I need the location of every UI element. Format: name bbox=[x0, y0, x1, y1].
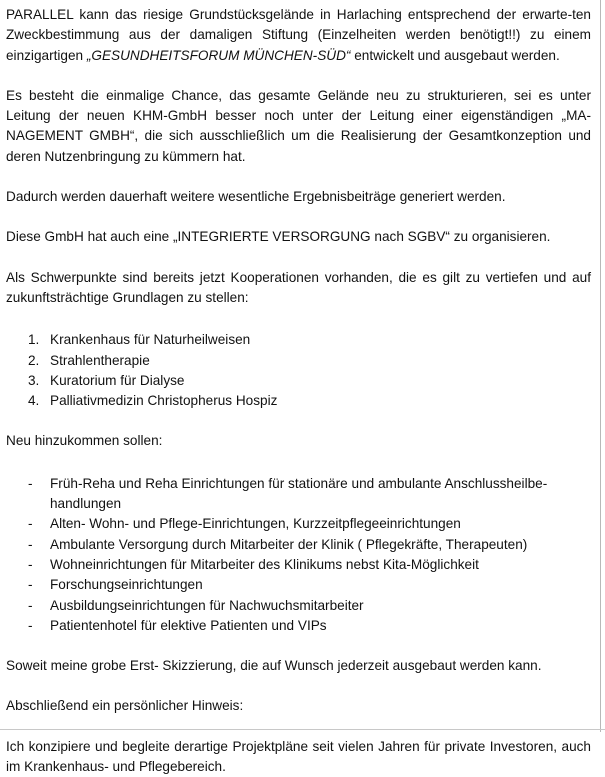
list-item-text: Alten- Wohn- und Pflege-Einrichtungen, Kurzzeitpflegeeinrichtungen bbox=[50, 516, 461, 532]
dash-bullet: - bbox=[28, 475, 33, 491]
list-item bbox=[6, 555, 591, 575]
list-item bbox=[6, 351, 591, 371]
paragraph-projektplaene: Ich konzipiere und begleite derartige Projektpläne seit vielen Jahren für private Investoren, auch im Krankenhaus- und Pflegebereich. bbox=[6, 738, 591, 775]
list-number: 1. bbox=[28, 332, 40, 348]
paragraph-schwerpunkte: Als Schwerpunkte sind bereits jetzt Kooperationen vorhanden, die es gilt zu vertiefen und auf zukunftsträchtige Grundlagen zu stellen: bbox=[6, 269, 591, 305]
list-item-text: Strahlentherapie bbox=[50, 352, 150, 368]
dash-bullet: - bbox=[28, 516, 33, 532]
list-item-text: Ambulante Versorgung durch Mitarbeiter der Klinik ( Pflegekräfte, Therapeuten) bbox=[50, 536, 528, 552]
list-item-text: Palliativmedizin Christopherus Hospiz bbox=[50, 393, 278, 409]
list-number: 2. bbox=[28, 352, 40, 368]
dash-bullet: - bbox=[28, 556, 33, 572]
list-item bbox=[6, 535, 591, 555]
numbered-list bbox=[6, 330, 591, 411]
paragraph-ergebnisbeitraege: Dadurch werden dauerhaft weitere wesentliche Ergebnisbeiträge generiert werden. bbox=[6, 189, 506, 205]
paragraph-gesundheitsforum bbox=[6, 5, 591, 66]
list-item bbox=[6, 616, 591, 636]
paragraph-neu-hinzukommen: Neu hinzukommen sollen: bbox=[6, 433, 163, 449]
list-number: 3. bbox=[28, 372, 40, 388]
list-item bbox=[6, 474, 591, 515]
page-edge-bottom bbox=[0, 729, 605, 730]
dash-bullet: - bbox=[28, 617, 33, 633]
list-item-text: Wohneinrichtungen für Mitarbeiter des Klinikums nebst Kita-Möglichkeit bbox=[50, 556, 479, 572]
page-edge-right bbox=[600, 0, 601, 732]
list-number: 4. bbox=[28, 393, 40, 409]
dash-bullet: - bbox=[28, 536, 33, 552]
paragraph-text: PARALLEL kann das riesige Grundstücksgelände in Harlaching entsprechend der erwarte-ten Zweckbestimmung aus der damaligen Stiftung (Einzelheiten werden benötigt!!) zu einem einzigartigen bbox=[6, 7, 591, 63]
list-item-text: Ausbildungseinrichtungen für Nachwuchsmitarbeiter bbox=[50, 597, 364, 613]
emphasized-title: „GESUNDHEITSFORUM MÜNCHEN-SÜD“ bbox=[86, 47, 351, 63]
list-item bbox=[6, 330, 591, 350]
list-item-text: Kuratorium für Dialyse bbox=[50, 372, 185, 388]
paragraph-management-gmbh: Es besteht die einmalige Chance, das gesamte Gelände neu zu strukturieren, sei es unter Leitung der neuen KHM-GmbH besser noch unter der Leitung einer eigenständigen „MA-NAGEMENT GMBH“, die sich ausschließlich um die Realisierung der Gesamtkonzeption und deren Nutzenbringung zu kümmern hat. bbox=[6, 87, 591, 164]
list-item bbox=[6, 371, 591, 391]
list-item-text: Forschungseinrichtungen bbox=[50, 577, 203, 593]
paragraph-skizzierung: Soweit meine grobe Erst- Skizzierung, die auf Wunsch jederzeit ausgebaut werden kann. bbox=[6, 658, 542, 674]
paragraph-text: entwickelt und ausgebaut werden. bbox=[350, 47, 560, 63]
list-item-text: Patientenhotel für elektive Patienten und VIPs bbox=[50, 617, 327, 633]
paragraph-integrierte-versorgung: Diese GmbH hat auch eine „INTEGRIERTE VERSORGUNG nach SGBV“ zu organisieren. bbox=[6, 229, 551, 245]
list-item bbox=[6, 596, 591, 616]
list-item bbox=[6, 391, 591, 411]
list-item-text: Früh-Reha und Reha Einrichtungen für stationäre und ambulante Anschlussheilbe-handlungen bbox=[50, 475, 548, 512]
dash-bullet: - bbox=[28, 577, 33, 593]
list-item bbox=[6, 575, 591, 595]
paragraph-persoenlicher-hinweis: Abschließend ein persönlicher Hinweis: bbox=[6, 698, 244, 714]
dash-bullet: - bbox=[28, 597, 33, 613]
list-item-text: Krankenhaus für Naturheilweisen bbox=[50, 332, 251, 348]
dash-list bbox=[6, 474, 591, 636]
list-item bbox=[6, 514, 591, 534]
